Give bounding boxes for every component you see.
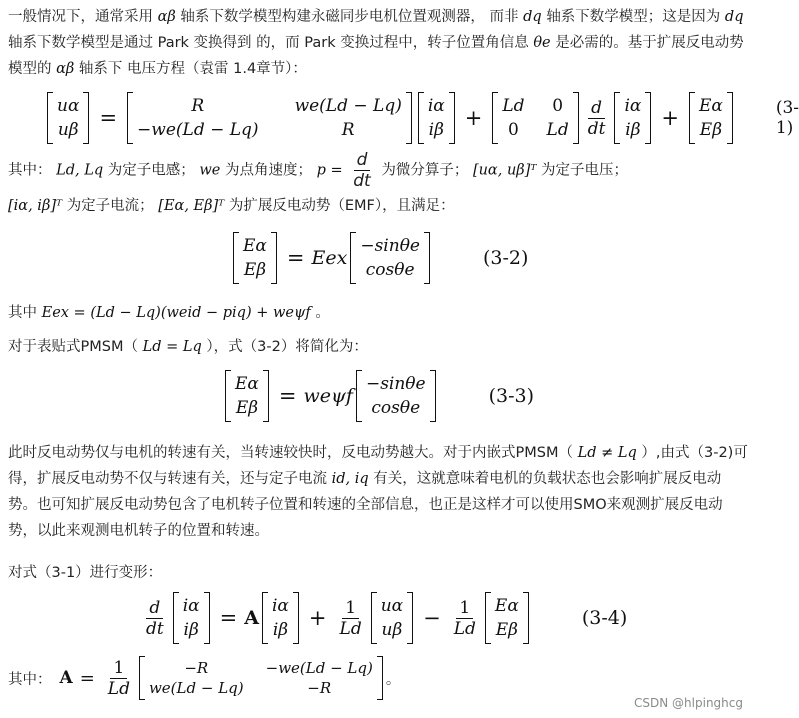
intro-paragraph [8,4,750,82]
equation-number: (3-2) [483,247,529,269]
ipmsm-paragraph: 此时反电动势仅与电机的转速有关，当转速较快时，反电动势越大。对于内嵌式PMSM（ Ld ≠ Lq ）,由式（3-2)可得，扩展反电动势不仅与转速有关，还与定子电流 id, iq 有关，这就意味着电机的负载状态也会影响扩展反电动势。也可知扩展反电动势包含了电机转子位置和转速的全部信息，也正是这样才可以使用SMO来观测扩展反电动势，以此来观测电机转子的位置和转速。 [8,445,748,539]
current-vector: iα iβ [614,92,651,144]
watermark: CSDN @hlpinghcg [634,696,743,710]
math-inline: dq [523,9,542,25]
equation-number: (3-4) [581,607,628,629]
math-inline: θe [533,35,551,51]
equation-number: (3-1) [775,98,799,138]
voltage-vector: uα uβ [47,92,89,144]
resistance-matrix: R we(Ld − Lq) −we(Ld − Lq) R [127,92,412,144]
spmsm-paragraph: 对于表贴式PMSM（ Ld = Lq ），式（3-2）将简化为： [8,339,368,355]
inductance-matrix: Ld 0 0 Ld [492,92,578,144]
definitions-paragraph: 其中： Ld, Lq 为定子电感； we 为点角速度； p = $\frac{d}{dt}$ 为微分算子； [uα, uβ]ᵀ 为定子电压； [iα, iβ]ᵀ 为定子电流； [Eα, Eβ]ᵀ 为扩展反电动势（EMF），且满足： [8,150,629,214]
text: 轴系下数学模型是通过 Park 变换得到 的，而 Park 变换过程中，转子位置角信息 [8,35,529,51]
current-vector: iα iβ [418,92,455,144]
emf-vector: Eα Eβ [689,92,733,144]
math-inline: αβ [157,9,176,25]
equation-3-3: Eα Eβ = weψf −sinθe cosθe (3-3) [222,370,534,422]
equation-3-2: Eα Eβ = Eex −sinθe cosθe (3-2) [230,232,528,284]
equation-number: (3-3) [488,385,535,407]
equation-3-4: $\frac{d}{dt}$ iα iβ = A iα iβ + $\frac{1}{Ld}$ uα uβ − $\frac{1}{Ld}$ Eα Eβ (3-4) [140,592,627,644]
math-inline: dq [724,9,744,25]
equation-3-1: uα uβ = R we(Ld − Lq) −we(Ld − Lq) R iα iβ + Ld 0 0 Ld $\frac{d}{dt}$ iα iβ + Eα Eβ (3-1) [44,92,734,144]
text: 轴系下数学模型；这是因为 [546,9,721,25]
math-inline: αβ [56,61,75,77]
text: 是必需的。基于扩展反电动势模型的 [8,35,744,77]
eex-definition: 其中 Eex = (Ld − Lq)(weid − piq) + weψf 。 [8,305,330,321]
a-matrix-definition: 其中： A = $\frac{1}{Ld}$ −R −we(Ld − Lq) we(Ld − Lq) −R 。 [8,657,401,699]
text: 一般情况下，通常采用 [8,9,153,25]
text: 轴系下数学模型构建永磁同步电机位置观测器， 而非 [180,9,519,25]
transform-intro: 对式（3-1）进行变形： [8,565,163,581]
derivative-operator: $\frac{d}{dt}$ [587,97,606,139]
text: 轴系下 电压方程（袁雷 1.4章节）： [78,61,307,77]
